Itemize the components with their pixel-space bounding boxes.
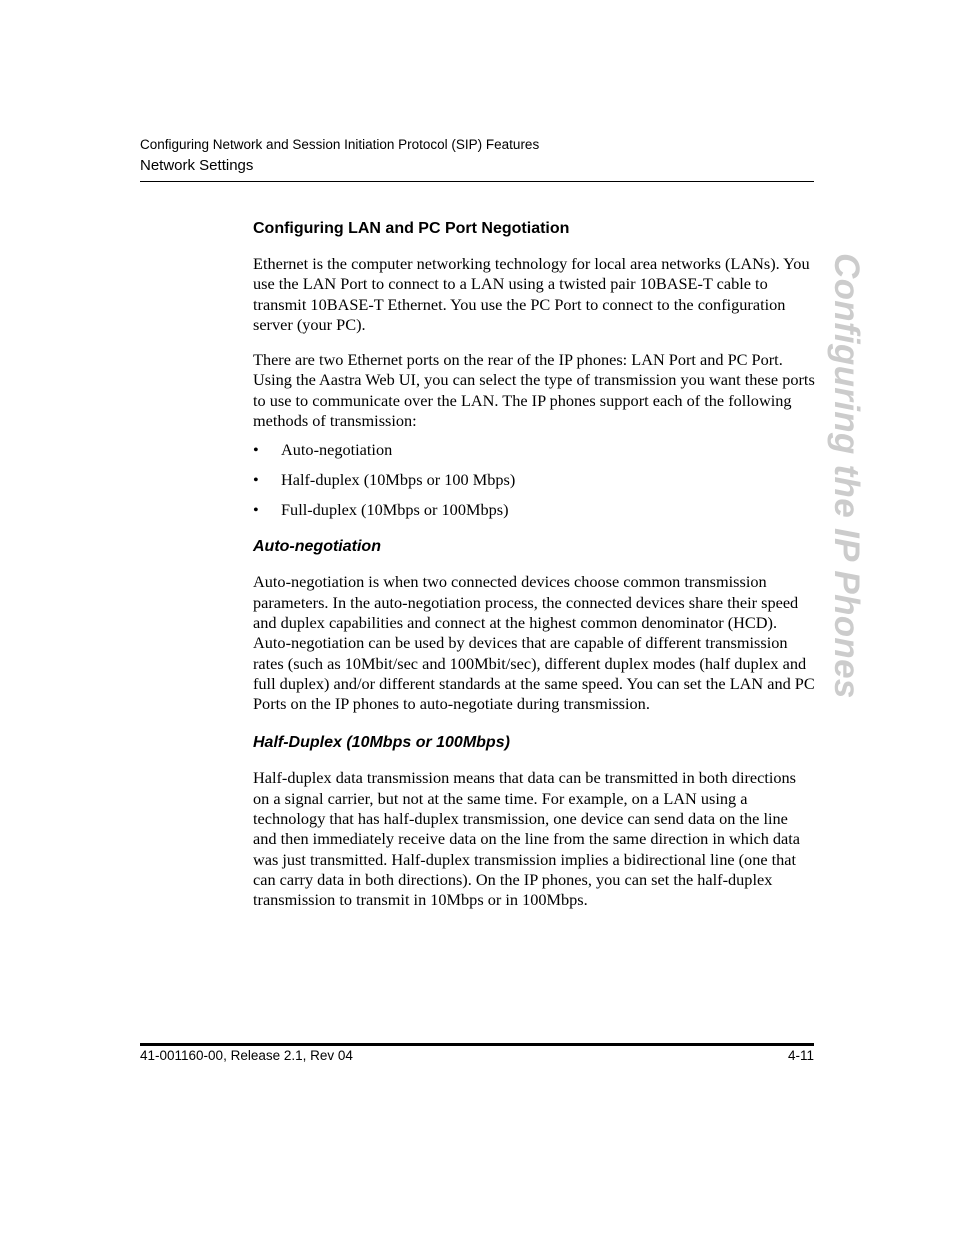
list-item: • Half-duplex (10Mbps or 100 Mbps) [253, 470, 516, 490]
footer-page-number: 4-11 [787, 1048, 814, 1063]
paragraph-half-duplex: Half-duplex data transmission means that data can be transmitted in both directions on a signal carrier, but not at the same time. For example, on a LAN using a technology that has half-duplex transmission, one device can send data on the line and then immediately receive data on the line from the same direction in which data was just transmitted. Half-duplex transmission implies a bidirectional line (one that can carry data in both directions). On the IP phones, you can set the half-duplex transmission to transmit in 10Mbps or in 100Mbps. [253, 768, 801, 910]
page-body [253, 219, 815, 926]
section-heading: Configuring LAN and PC Port Negotiation [253, 220, 570, 237]
transmission-methods-list [253, 440, 815, 520]
bullet-icon: • [253, 500, 259, 520]
subheading-half-duplex: Half-Duplex (10Mbps or 100Mbps) [253, 734, 510, 752]
side-chapter-tab: Configuring the IP Phones [827, 253, 866, 699]
footer-divider [140, 1043, 814, 1046]
list-item: • Full-duplex (10Mbps or 100Mbps) [253, 500, 509, 520]
header-divider [140, 181, 814, 182]
bullet-icon: • [253, 470, 259, 490]
running-header-chapter: Configuring Network and Session Initiation Protocol (SIP) Features [140, 137, 540, 152]
subheading-auto-negotiation: Auto-negotiation [253, 538, 381, 556]
footer-document-id: 41-001160-00, Release 2.1, Rev 04 [140, 1048, 353, 1063]
bullet-icon: • [253, 440, 259, 460]
paragraph-ethernet: Ethernet is the computer networking technology for local area networks (LANs). You use the LAN Port to connect to a LAN using a twisted pair 10BASE-T cable to transmit 10BASE-T Ethernet. You use the PC Port to connect to the configuration server (your PC). [253, 254, 810, 334]
paragraph-auto-negotiation: Auto-negotiation is when two connected devices choose common transmission parameters. In the auto-negotiation process, the connected devices share their speed and duplex capabilities and connect at the highest common denominator (HCD). Auto-negotiation can be used by devices that are capable of different transmission rates (such as 10Mbit/sec and 100Mbit/sec), different duplex modes (half duplex and full duplex) and/or different standards at the same speed. You can set the LAN and PC Ports on the IP phones to auto-negotiate during transmission. [253, 572, 815, 714]
list-item: • Auto-negotiation [253, 440, 393, 460]
running-header-section: Network Settings [140, 157, 254, 174]
paragraph-ports: There are two Ethernet ports on the rear of the IP phones: LAN Port and PC Port. Using the Aastra Web UI, you can select the type of transmission you want these ports to use to communicate over the LAN. The IP phones support each of the following methods of transmission: [253, 350, 815, 431]
